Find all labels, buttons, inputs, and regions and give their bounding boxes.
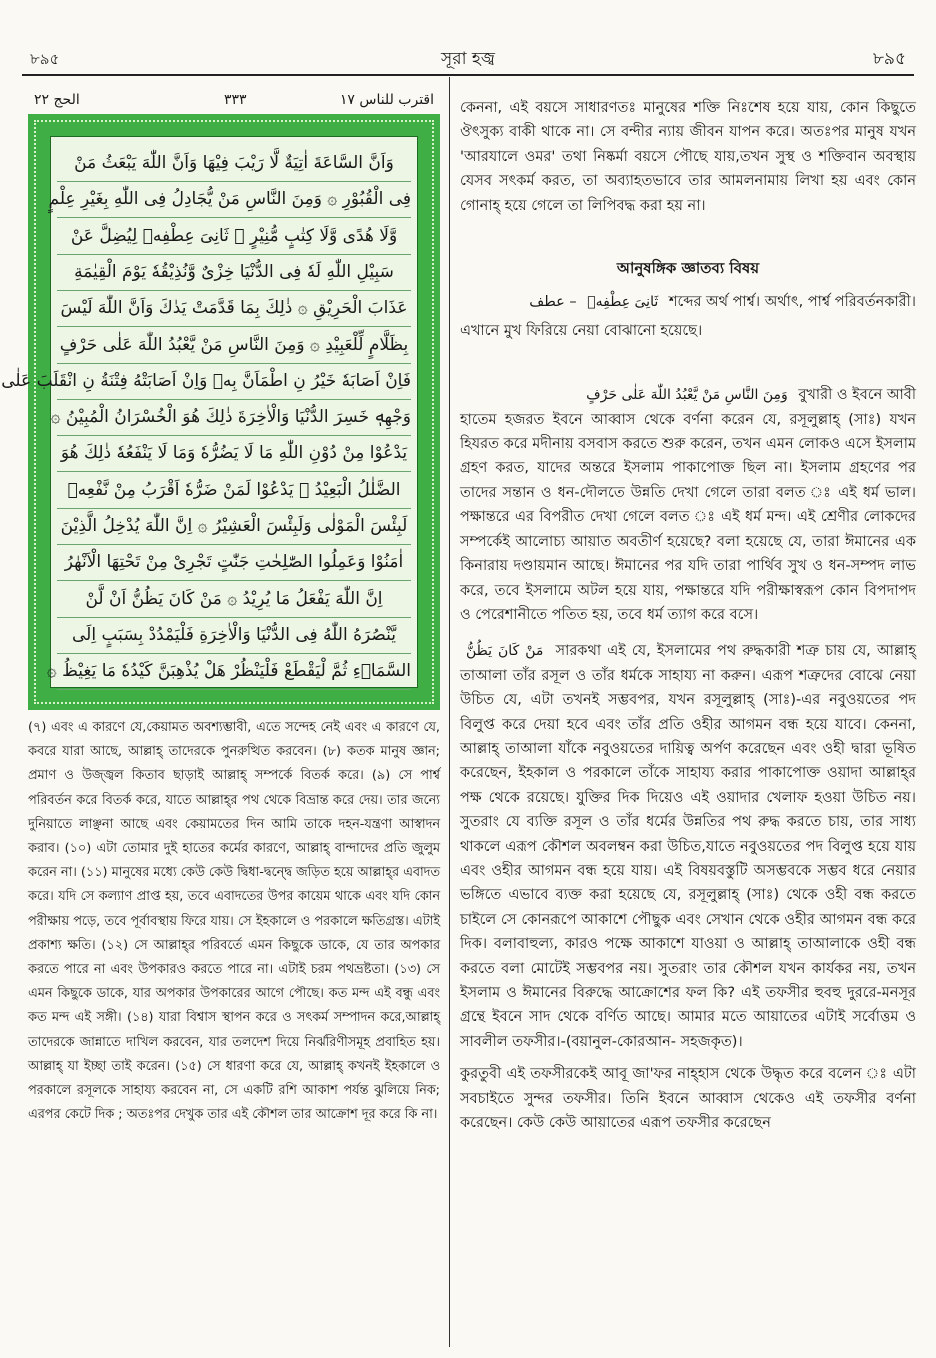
quran-verse-line: وَاَنَّ السَّاعَةَ اٰتِيَةٌ لَّا رَيْبَ فِيْهَا وَاَنَّ اللّٰهَ يَبْعَثُ مَنْ: [57, 145, 411, 182]
quran-verse-line: فَاِنْ اَصَابَهٗ خَيْرُ نِ اطْمَاَنَّ بِهٖ وَاِنْ اَصَابَتْهُ فِتْنَةُ نِ انْقَلَبَ عَلٰى: [57, 363, 411, 400]
header-rule: [22, 74, 914, 76]
commentary-column: [460, 96, 916, 1135]
commentary-paragraph: কেননা, এই বয়সে সাধারণতঃ মানুষের শক্তি নিঃশেষ হয়ে যায়, কোন কিছুতে ঔৎসুক্য বাকী থাকে না। সে বন্দীর ন্যায় জীবন যাপন করে। অতঃপর মানুষ যখন 'আরযালে ওমর' তথা নিষ্কর্মা বয়সে পৌছে যায়,তখন সুস্থ ও শক্তিবান অবস্থায় যেসব সৎকর্ম করত, তা অব্যাহতভাবে তার আমলনামায় লিখা হয় এবং কোন গোনাহ্ হয়ে গেলে তা লিপিবদ্ধ করা হয় না।: [460, 100, 916, 214]
quran-verse-line: عَذَابَ الْحَرِيْقِ ۞ ذٰلِكَ بِمَا قَدَّمَتْ يَدٰكَ وَاَنَّ اللّٰهَ لَيْسَ: [57, 290, 411, 327]
commentary-paragraph: [460, 639, 916, 1054]
quran-verse-line: لَبِئْسَ الْمَوْلٰى وَلَبِئْسَ الْعَشِيْرُ ۞ اِنَّ اللّٰهَ يُدْخِلُ الَّذِيْنَ: [57, 508, 411, 545]
commentary-paragraph: হাতেম হজরত ইবনে আব্বাস থেকে বর্ণনা করেন যে, রসূলুল্লাহ্ (সাঃ) যখন হিযরত করে মদীনায় বসবাস করতে শুরু করেন, তখন এমন লোকও এসে ইসলাম গ্রহণ করত, যাদের অন্তরে ইসলাম পাকাপোক্ত ছিল না। ইসলাম গ্রহণের পর তাদের সন্তান ও ধন-দৌলতে উন্নতি দেখা গেলে তারা বলত ঃ এই ধর্ম ভাল। পক্ষান্তরে এর বিপরীত দেখা গেলে বলত ঃ এই ধর্ম মন্দ। এই শ্রেণীর লোকদের সম্পর্কেই আলোচ্য আয়াত অবতীর্ণ হয়েছে? বলা হয়েছে যে, তারা ঈমানের এক কিনারায় দণ্ডায়মান আছে। ঈমানের পর যদি তারা পার্থিব সুখ ও ধন-সম্পদ লাভ করে, তবে ইসলামে অটল হয়ে যায়, পক্ষান্তরে যদি পরীক্ষাস্বরূপ কোন বিপদাপদ ও পেরেশানীতে পতিত হয়, তবে ধর্ম ত্যাগ করে বসে।: [460, 411, 916, 623]
arabic-quote: وَمِنَ النَّاسِ مَنْ يَّعْبُدُ اللّٰهَ عَلٰى حَرْفٍ: [586, 387, 788, 404]
quran-verse-line: فِى الْقُبُوْرِ ۞ وَمِنَ النَّاسِ مَنْ يُّجَادِلُ فِى اللّٰهِ بِغَيْرِ عِلْمٍ: [57, 181, 411, 218]
quran-verse-line: وَّلَا هُدًى وَّلَا كِتٰبٍ مُّنِيْرٍ ۞ ثَانِىَ عِطْفِهٖ لِيُضِلَّ عَنْ: [57, 218, 411, 255]
commentary-paragraph: [460, 290, 916, 314]
arabic-header: [28, 90, 440, 114]
column-divider: [449, 77, 450, 1347]
quran-verse-line: وَجْهِهٖ خَسِرَ الدُّنْيَا وَالْاٰخِرَةَ ذٰلِكَ هُوَ الْخُسْرَانُ الْمُبِيْنُ ۞: [57, 399, 411, 436]
page-number-right: ৮৯৫: [872, 49, 906, 69]
quran-verse-line: بِظَلَّامٍ لِّلْعَبِيْدِ ۞ وَمِنَ النَّاسِ مَنْ يَّعْبُدُ اللّٰهَ عَلٰى حَرْفٍ: [57, 327, 411, 364]
surah-title: সূরা হজ্ব: [441, 49, 495, 69]
arabic-header-page: ٣٣٣: [224, 92, 247, 108]
arabic-quote: ثَانِىَ عِطْفِهٖ: [587, 294, 659, 311]
section-heading: আনুষঙ্গিক জ্ঞাতব্য বিষয়: [616, 259, 760, 278]
page-number-left: ৮৯৫: [30, 50, 60, 68]
quran-verse-line: يَّنْصُرَهُ اللّٰهُ فِى الدُّنْيَا وَالْاٰخِرَةِ فَلْيَمْدُدْ بِسَبَبٍ اِلَى: [57, 617, 411, 654]
quran-verse-line: الضَّلٰلُ الْبَعِيْدُ ۞ يَدْعُوْا لَمَنْ ضَرُّهٗ اَقْرَبُ مِنْ نَّفْعِهٖ: [57, 472, 411, 509]
commentary-text: বুখারী ও ইবনে আবী: [798, 387, 916, 404]
arabic-quote: مَنْ كَانَ يَظُنُّ: [466, 643, 544, 660]
commentary-paragraph: এখানে মুখ ফিরিয়ে নেয়া বোঝানো হয়েছে।: [460, 322, 703, 339]
quran-verse-line: اِنَّ اللّٰهَ يَفْعَلُ مَا يُرِيْدُ ۞ مَنْ كَانَ يَظُنُّ اَنْ لَّنْ: [57, 581, 411, 618]
commentary-text: সারকথা এই যে, ইসলামের পথ রুদ্ধকারী শত্রু চায় যে, আল্লাহ্ তাআলা তাঁর রসূল ও তাঁর ধর্মকে সাহায্য না করুন। এরূপ শত্রুদের বোঝে নেয়া উচিত যে, এটা তখনই সম্ভবপর, যখন রসূলুল্লাহ্ (সাঃ)-এর নবুওয়তের পদ বিলুপ্ত করে দেয়া হবে এবং তাঁর প্রতি ওহীর আগমন বন্ধ হয়ে যাবে। কেননা, আল্লাহ্ তাআলা যাঁকে নবুওয়তের দায়িত্ব অর্পণ করেছেন এবং ওহী দ্বারা ভূষিত করেছেন, ইহকাল ও পরকালে তাঁকে সাহায্য করার পাকাপোক্ত ওয়াদা আল্লাহ্‌র পক্ষ থেকে রয়েছে। যুক্তির দিক দিয়েও এই ওয়াদার খেলাফ হওয়া উচিত নয়। সুতরাং যে ব্যক্তি রসূল ও তাঁর ধর্মের উন্নতির পথ রুদ্ধ করতে চায়, তার সাধ্য থাকলে এরূপ কৌশল অবলম্বন করা উচিত,যাতে নবুওয়তের পদ বিলুপ্ত হয়ে যায় এবং ওহীর আগমন বন্ধ হয়ে যায়। এই বিষয়বস্তুটি অসম্ভবকে সম্ভব ধরে নেয়ার ভঙ্গিতে এভাবে ব্যক্ত করা হয়েছে যে, রসূলুল্লাহ্ (সাঃ) থেকে ওহী বন্ধ করতে চাইলে সে কোনরূপে আকাশে পৌছুক এবং সেখান থেকে ওহীর আগমন বন্ধ করে দিক। বলাবাহুল্য, কারও পক্ষে আকাশে যাওয়া ও আল্লাহ্ তাআলাকে ওহী বন্ধ করতে বলা মোটেই সম্ভবপর নয়। সুতরাং তার কৌশল যখন কার্যকর নয়, তখন ইসলাম ও ঈমানের বিরুদ্ধে আক্রোশের ফল কি? এই তফসীর হুবহু দুররে-মনসূর গ্রন্থে ইবনে সাদ থেকে বর্ণিত আছে। আমার মতে আয়াতের এটাই সর্বোত্তম ও সাবলীল তফসীর।-(বয়ানুল-কোরআন- সহজকৃত)।: [460, 643, 916, 1050]
quran-verse-line: اٰمَنُوْا وَعَمِلُوا الصّٰلِحٰتِ جَنّٰتٍ تَجْرِىْ مِنْ تَحْتِهَا الْاَنْهٰرُ: [57, 544, 411, 581]
quran-verse-line: السَّمَاۤءِ ثُمَّ لْيَقْطَعْ فَلْيَنْظُرْ هَلْ يُذْهِبَنَّ كَيْدُهٗ مَا يَغِيْظُ ۞: [57, 653, 411, 690]
quran-text-panel: [1, 136, 418, 688]
quran-verse-line: سَبِيْلِ اللّٰهِ لَهٗ فِى الدُّنْيَا خِزْىٌ وَّنُذِيْقُهٗ يَوْمَ الْقِيٰمَةِ: [57, 254, 411, 291]
arabic-header-surah: الحج ٢٢: [34, 92, 80, 108]
commentary-text: – عطف শব্দের অর্থ পার্শ্ব। অর্থাৎ, পার্শ্ব পরিবর্তনকারী।: [529, 294, 916, 311]
arabic-header-juz: اقترب للناس ١٧: [339, 92, 434, 108]
commentary-paragraph: [460, 383, 916, 407]
commentary-paragraph: কুরতুবী এই তফসীরকেই আবূ জা'ফর নাহ্‌হাস থেকে উদ্ধৃত করে বলেন ঃ এটা সবচাইতে সুন্দর তফসীর। তিনি ইবনে আব্বাস থেকেও এই তফসীর বর্ণনা করেছেন। কেউ কেউ আয়াতের এরূপ তফসীর করেছেন: [460, 1066, 916, 1132]
running-header: [22, 44, 914, 74]
quran-text-frame: [1, 114, 440, 710]
translation-text: (৭) এবং এ কারণে যে,কেয়ামত অবশ্যম্ভাবী, এতে সন্দেহ নেই এবং এ কারণে যে, কবরে যারা আছে, আল্লাহ্ তাদেরকে পুনরুত্থিত করবেন। (৮) কতক মানুষ জ্ঞান; প্রমাণ ও উজ্জ্বল কিতাব ছাড়াই আল্লাহ্ সম্পর্কে বিতর্ক করে। (৯) সে পার্শ্ব পরিবর্তন করে বিতর্ক করে, যাতে আল্লাহ্‌র পথ থেকে বিভ্রান্ত করে দেয়। তার জন্যে দুনিয়াতে লাঞ্ছনা আছে এবং কেয়ামতের দিন আমি তাকে দহন-যন্ত্রণা আস্বাদন করাব। (১০) এটা তোমার দুই হাতের কর্মের কারণে, আল্লাহ্ বান্দাদের প্রতি জুলুম করেন না। (১১) মানুষের মধ্যে কেউ কেউ দ্বিধা-দ্বন্দ্বে জড়িত হয়ে আল্লাহ্‌র এবাদত করে। যদি সে কল্যাণ প্রাপ্ত হয়, তবে এবাদতের উপর কায়েম থাকে এবং যদি কোন পরীক্ষায় পড়ে, তবে পূর্বাবস্থায় ফিরে যায়। সে ইহকালে ও পরকালে ক্ষতিগ্রস্ত। এটাই প্রকাশ্য ক্ষতি। (১২) সে আল্লাহ্‌র পরিবর্তে এমন কিছুকে ডাকে, যে তার অপকার করতে পারে না এবং উপকারও করতে পারে না। এটাই চরম পথভ্রষ্টতা। (১৩) সে এমন কিছুকে ডাকে, যার অপকার উপকারের আগে পৌছে। কত মন্দ এই বন্ধু এবং কত মন্দ এই সঙ্গী। (১৪) যারা বিশ্বাস স্থাপন করে ও সৎকর্ম সম্পাদন করে,আল্লাহ্ তাদেরকে জান্নাতে দাখিল করবেন, যার তলদেশ দিয়ে নির্ঝরিণীসমূহ প্রবাহিত হয়। আল্লাহ্ যা ইচ্ছা তাই করেন। (১৫) সে ধারণা করে যে, আল্লাহ্ কখনই ইহকালে ও পরকালে রসূলকে সাহায্য করবেন না, সে একটি রশি আকাশ পর্যন্ত ঝুলিয়ে নিক; এরপর কেটে দিক ; অতঃপর দেখুক তার এই কৌশল তার আক্রোশ দূর করে কি না।: [28, 720, 440, 1123]
quran-verse-line: يَدْعُوْا مِنْ دُوْنِ اللّٰهِ مَا لَا يَضُرُّهٗ وَمَا لَا يَنْفَعُهٗ ذٰلِكَ هُوَ: [57, 435, 411, 472]
